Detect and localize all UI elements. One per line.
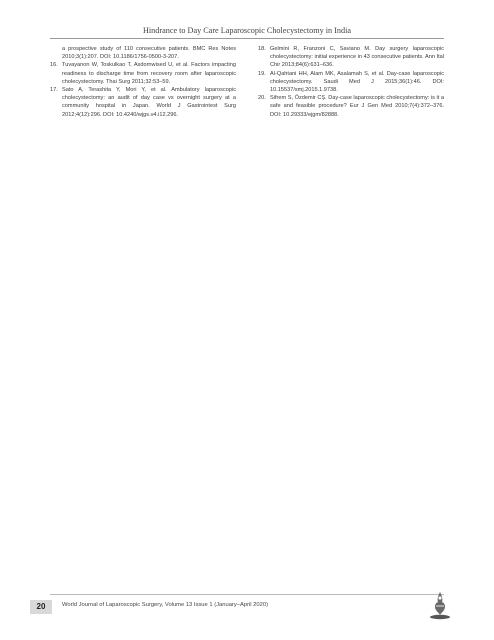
reference-text: Sato A, Terashita Y, Mori Y, et al. Ambulatory laparoscopic cholecystectomy: an audit of day case vs overnight surgery at a community hospital in Japan. World J Gastrointest Surg 2012;4(12):296. DOI: 10.4240/wjgs.v4.i12.296. xyxy=(62,87,236,118)
footer-divider xyxy=(50,594,444,595)
reference-entry xyxy=(258,45,444,70)
reference-text: a prospective study of 110 consecutive patients. BMC Res Notes 2010;3(1):207. DOI: 10.1186/1756-0500-3-207. xyxy=(62,46,236,61)
reference-entry xyxy=(258,94,444,119)
reference-number: 20. xyxy=(258,95,266,102)
reference-entry xyxy=(50,45,236,61)
reference-text: Sifrem S, Özdemir CŞ. Day-case laparoscopic cholecystectomy: is it a safe and feasible procedure? Eur J Gen Med 2010;7(4):372–376. DOI: 10.29333/ejgm/82888. xyxy=(270,95,444,118)
reference-text: Al-Qahtani HH, Alam MK, Asalamah S, et al. Day-case laparoscopic cholecystectomy. Saudi Med J 2015;36(1):46. DOI: 10.15537/smj.2015.1.9738. xyxy=(270,70,444,94)
header-divider xyxy=(50,38,444,39)
reference-text: Gelmini R, Franzoni C, Saviano M. Day surgery laparoscopic cholecystectomy: initial experience in 43 consecutive patients. Ann Ital Chir 2013;84(6):631–636. xyxy=(270,46,444,69)
journal-citation: World Journal of Laparoscopic Surgery, Volume 13 Issue 1 (January–April 2020) xyxy=(62,602,269,608)
reference-number: 18. xyxy=(258,46,266,52)
reference-text: Tuvayanon W, Toskulkao T, Asdornwised U, et al. Factors impacting readiness to discharge time from recovery room after laparoscopic cholecystectomy. Thai Surg 2011;32:53–59. xyxy=(62,62,236,85)
reference-number: 19. xyxy=(258,70,266,77)
reference-entry xyxy=(50,86,236,119)
references-right-column xyxy=(258,45,444,119)
reference-entry xyxy=(50,61,236,86)
running-header: Hindrance to Day Care Laparoscopic Cholecystectomy in India xyxy=(142,26,352,35)
reference-number: 17. xyxy=(50,87,58,94)
reference-entry xyxy=(258,70,444,95)
page-number: 20 xyxy=(30,600,52,614)
publisher-logo-icon xyxy=(428,590,452,620)
references-left-column xyxy=(50,45,236,119)
reference-number: 16. xyxy=(50,62,58,69)
